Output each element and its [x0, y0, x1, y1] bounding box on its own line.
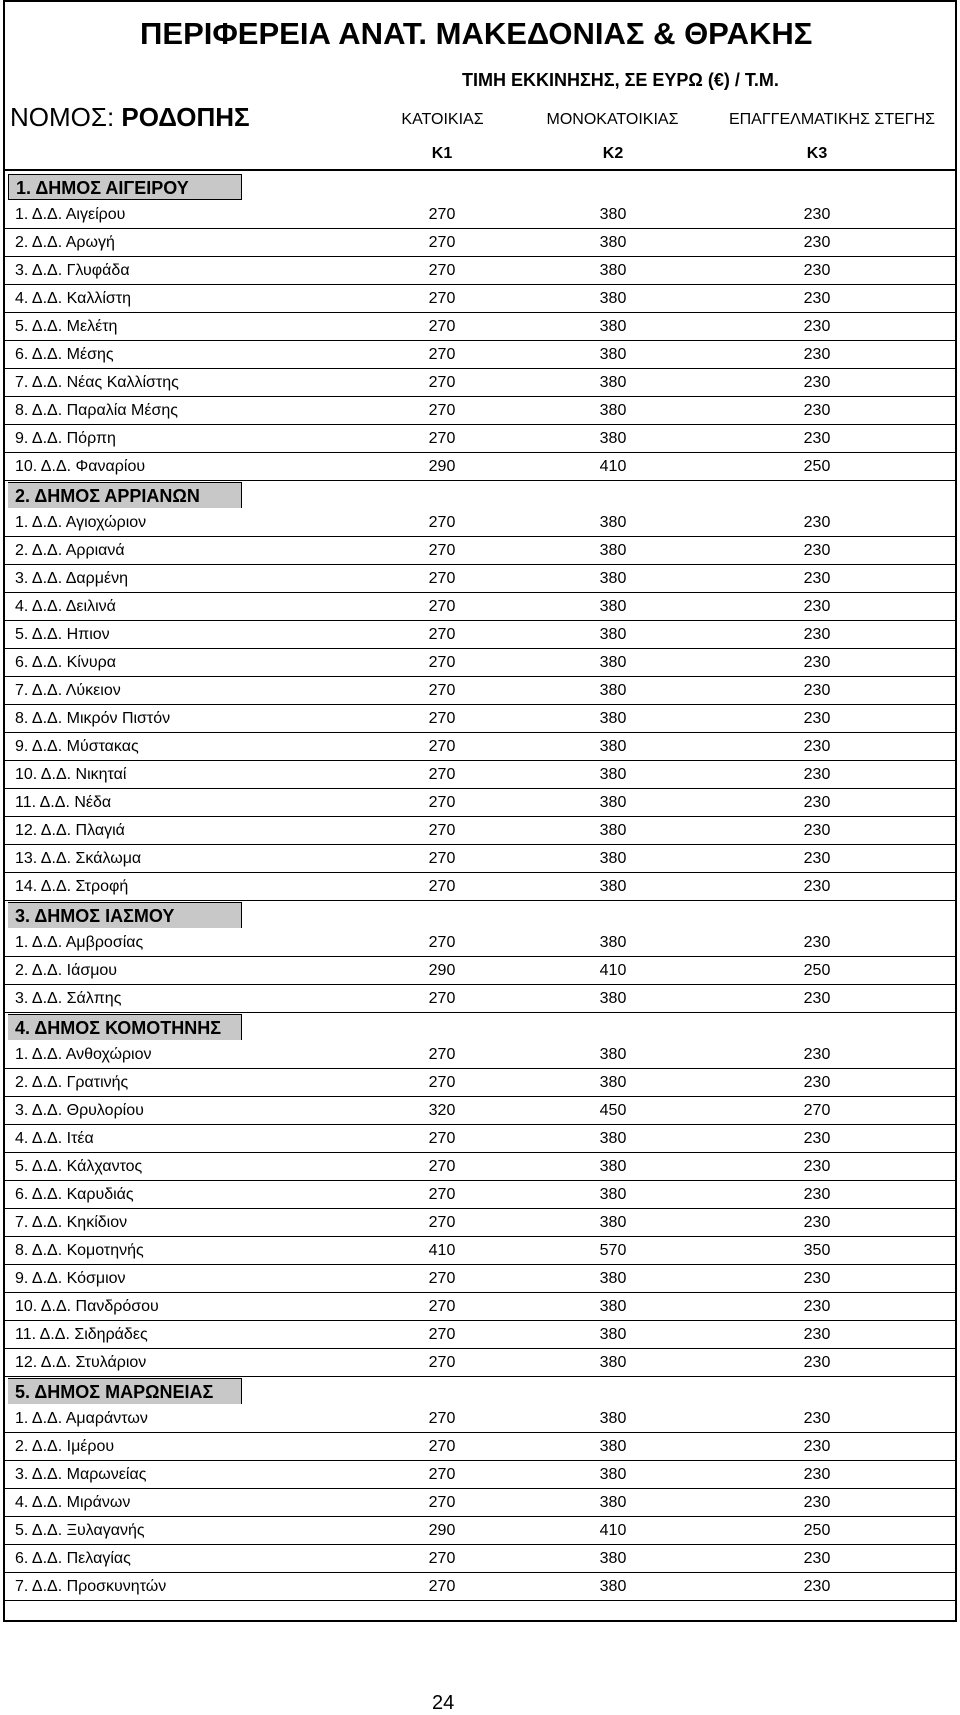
district-name: 7. Δ.Δ. Λύκειον	[15, 682, 121, 699]
price-k2: 380	[599, 654, 627, 671]
column-code-k2: Κ2	[602, 145, 624, 162]
price-k1: 270	[428, 1578, 456, 1595]
price-k3: 230	[803, 1046, 831, 1063]
table-row	[5, 649, 955, 677]
price-k3: 230	[803, 1410, 831, 1427]
table-row	[5, 705, 955, 733]
price-k3: 230	[803, 878, 831, 895]
table-row	[5, 677, 955, 705]
district-name: 1. Δ.Δ. Αιγείρου	[15, 206, 126, 223]
column-code-k3: Κ3	[806, 145, 828, 162]
price-table-title: ΤΙΜΗ ΕΚΚΙΝΗΣΗΣ, ΣΕ ΕΥΡΩ (€) / Τ.Μ.	[462, 70, 779, 90]
price-k3: 270	[803, 1102, 831, 1119]
district-name: 3. Δ.Δ. Δαρμένη	[15, 570, 129, 587]
district-name: 10. Δ.Δ. Φαναρίου	[15, 458, 146, 475]
municipality-title: 3. ΔΗΜΟΣ ΙΑΣΜΟΥ	[15, 906, 175, 926]
price-k3: 230	[803, 1298, 831, 1315]
price-k2: 380	[599, 1074, 627, 1091]
price-k1: 270	[428, 430, 456, 447]
price-k3: 230	[803, 262, 831, 279]
district-name: 1. Δ.Δ. Αμαράντων	[15, 1410, 148, 1427]
price-k2: 380	[599, 598, 627, 615]
price-k1: 270	[428, 654, 456, 671]
table-row	[5, 789, 955, 817]
municipality-title: 5. ΔΗΜΟΣ ΜΑΡΩΝΕΙΑΣ	[15, 1382, 214, 1402]
table-row	[5, 1573, 955, 1601]
table-row	[5, 957, 955, 985]
table-row	[5, 565, 955, 593]
price-k3: 230	[803, 1438, 831, 1455]
district-name: 11. Δ.Δ. Σιδηράδες	[15, 1326, 148, 1343]
table-row	[5, 873, 955, 901]
price-k3: 230	[803, 598, 831, 615]
table-row	[5, 1517, 955, 1545]
table-row	[5, 733, 955, 761]
price-k2: 410	[599, 1522, 627, 1539]
price-k2: 380	[599, 682, 627, 699]
region-title: ΠΕΡΙΦΕΡΕΙΑ ΑΝΑΤ. ΜΑΚΕΔΟΝΙΑΣ & ΘΡΑΚΗΣ	[140, 16, 813, 51]
price-k3: 230	[803, 1130, 831, 1147]
price-k1: 270	[428, 1466, 456, 1483]
price-k1: 270	[428, 1214, 456, 1231]
district-name: 2. Δ.Δ. Αρωγή	[15, 234, 115, 251]
table-row	[5, 1545, 955, 1573]
table-row	[5, 845, 955, 873]
district-name: 6. Δ.Δ. Πελαγίας	[15, 1550, 131, 1567]
district-name: 12. Δ.Δ. Στυλάριον	[15, 1354, 147, 1371]
price-k1: 270	[428, 794, 456, 811]
price-k1: 410	[428, 1242, 456, 1259]
price-k3: 230	[803, 850, 831, 867]
price-k3: 230	[803, 1578, 831, 1595]
price-k3: 230	[803, 1186, 831, 1203]
table-row	[5, 1461, 955, 1489]
table-row	[5, 817, 955, 845]
table-row	[5, 1349, 955, 1377]
price-k1: 270	[428, 878, 456, 895]
district-name: 2. Δ.Δ. Γρατινής	[15, 1074, 129, 1091]
municipality-title-box	[8, 174, 242, 200]
table-row	[5, 1125, 955, 1153]
price-k2: 380	[599, 1158, 627, 1175]
price-k1: 270	[428, 1130, 456, 1147]
price-k1: 270	[428, 374, 456, 391]
price-k2: 380	[599, 878, 627, 895]
price-k2: 380	[599, 1550, 627, 1567]
price-k3: 230	[803, 1158, 831, 1175]
column-category-k3: ΕΠΑΓΓΕΛΜΑΤΙΚΗΣ ΣΤΕΓΗΣ	[728, 111, 936, 128]
table-row	[5, 1069, 955, 1097]
price-k1: 270	[428, 1410, 456, 1427]
price-k1: 290	[428, 1522, 456, 1539]
price-k2: 410	[599, 458, 627, 475]
price-k3: 230	[803, 654, 831, 671]
price-k2: 380	[599, 766, 627, 783]
table-row	[5, 369, 955, 397]
district-name: 5. Δ.Δ. Ηπιον	[15, 626, 110, 643]
district-name: 6. Δ.Δ. Μέσης	[15, 346, 114, 363]
table-row	[5, 1237, 955, 1265]
price-k2: 380	[599, 1578, 627, 1595]
district-name: 5. Δ.Δ. Κάλχαντος	[15, 1158, 143, 1175]
price-k2: 380	[599, 234, 627, 251]
price-k1: 270	[428, 934, 456, 951]
table-row	[5, 1097, 955, 1125]
district-name: 4. Δ.Δ. Καλλίστη	[15, 290, 131, 307]
municipality-header	[5, 1013, 955, 1041]
price-k3: 230	[803, 1494, 831, 1511]
district-name: 9. Δ.Δ. Πόρπη	[15, 430, 116, 447]
municipality-title-box	[8, 1378, 242, 1404]
district-name: 2. Δ.Δ. Ιμέρου	[15, 1438, 115, 1455]
price-k1: 270	[428, 1354, 456, 1371]
district-name: 3. Δ.Δ. Γλυφάδα	[15, 262, 130, 279]
price-k3: 230	[803, 542, 831, 559]
district-name: 1. Δ.Δ. Ανθοχώριον	[15, 1046, 152, 1063]
district-name: 9. Δ.Δ. Κόσμιον	[15, 1270, 126, 1287]
price-k3: 230	[803, 570, 831, 587]
price-k1: 270	[428, 234, 456, 251]
price-k1: 270	[428, 570, 456, 587]
price-k3: 230	[803, 346, 831, 363]
table-row	[5, 1181, 955, 1209]
table-row	[5, 1209, 955, 1237]
table-row	[5, 341, 955, 369]
column-code-k1: Κ1	[431, 145, 453, 162]
price-k2: 450	[599, 1102, 627, 1119]
price-k2: 380	[599, 794, 627, 811]
header-separator	[5, 169, 955, 171]
district-name: 5. Δ.Δ. Ξυλαγανής	[15, 1522, 145, 1539]
price-k2: 380	[599, 1494, 627, 1511]
table-row	[5, 1293, 955, 1321]
table-row	[5, 621, 955, 649]
price-k2: 380	[599, 570, 627, 587]
column-category-k1: ΚΑΤΟΙΚΙΑΣ	[401, 111, 484, 128]
price-k3: 230	[803, 1466, 831, 1483]
municipality-title-box	[8, 1014, 242, 1040]
district-name: 8. Δ.Δ. Μικρόν Πιστόν	[15, 710, 171, 727]
page-number: 24	[432, 1692, 455, 1714]
price-k1: 270	[428, 318, 456, 335]
row-divider	[5, 1600, 955, 1601]
district-name: 3. Δ.Δ. Σάλπης	[15, 990, 122, 1007]
district-name: 7. Δ.Δ. Προσκυνητών	[15, 1578, 167, 1595]
price-k3: 250	[803, 962, 831, 979]
price-k1: 270	[428, 346, 456, 363]
price-k2: 380	[599, 822, 627, 839]
district-name: 1. Δ.Δ. Αμβροσίας	[15, 934, 144, 951]
price-k1: 270	[428, 1494, 456, 1511]
price-k1: 270	[428, 598, 456, 615]
price-k2: 380	[599, 514, 627, 531]
table-row	[5, 509, 955, 537]
district-name: 7. Δ.Δ. Νέας Καλλίστης	[15, 374, 179, 391]
table-row	[5, 985, 955, 1013]
price-k1: 290	[428, 962, 456, 979]
table-row	[5, 1405, 955, 1433]
price-k1: 270	[428, 542, 456, 559]
table-row	[5, 1153, 955, 1181]
district-name: 8. Δ.Δ. Κομοτηνής	[15, 1242, 144, 1259]
price-k2: 380	[599, 290, 627, 307]
municipality-title: 1. ΔΗΜΟΣ ΑΙΓΕΙΡΟΥ	[16, 178, 189, 198]
district-name: 4. Δ.Δ. Ιτέα	[15, 1130, 94, 1147]
table-row	[5, 761, 955, 789]
district-name: 10. Δ.Δ. Νικηταί	[15, 766, 127, 783]
price-k3: 230	[803, 682, 831, 699]
price-k2: 380	[599, 1410, 627, 1427]
district-name: 10. Δ.Δ. Πανδρόσου	[15, 1298, 159, 1315]
price-k1: 270	[428, 626, 456, 643]
price-k1: 270	[428, 738, 456, 755]
price-k1: 270	[428, 1158, 456, 1175]
price-k2: 380	[599, 1270, 627, 1287]
district-name: 1. Δ.Δ. Αγιοχώριον	[15, 514, 147, 531]
price-k3: 230	[803, 822, 831, 839]
price-k2: 380	[599, 1186, 627, 1203]
price-k3: 250	[803, 1522, 831, 1539]
price-rows	[5, 173, 955, 1601]
price-k3: 230	[803, 710, 831, 727]
table-row	[5, 453, 955, 481]
price-k1: 270	[428, 1074, 456, 1091]
district-name: 6. Δ.Δ. Κίνυρα	[15, 654, 116, 671]
price-k2: 380	[599, 1354, 627, 1371]
price-k2: 380	[599, 1298, 627, 1315]
district-name: 14. Δ.Δ. Στροφή	[15, 878, 129, 895]
price-k1: 270	[428, 1270, 456, 1287]
municipality-title-box	[8, 482, 242, 508]
price-k1: 270	[428, 1298, 456, 1315]
table-row	[5, 229, 955, 257]
price-k3: 350	[803, 1242, 831, 1259]
table-row	[5, 593, 955, 621]
municipality-header	[5, 901, 955, 929]
prefecture-name: ΡΟΔΟΠΗΣ	[121, 102, 250, 132]
table-row	[5, 313, 955, 341]
district-name: 3. Δ.Δ. Μαρωνείας	[15, 1466, 147, 1483]
price-k3: 230	[803, 206, 831, 223]
price-k1: 270	[428, 262, 456, 279]
price-k1: 270	[428, 1186, 456, 1203]
price-k3: 230	[803, 738, 831, 755]
table-row	[5, 425, 955, 453]
table-row	[5, 397, 955, 425]
price-k1: 290	[428, 458, 456, 475]
price-k3: 230	[803, 626, 831, 643]
price-k3: 230	[803, 430, 831, 447]
district-name: 9. Δ.Δ. Μύστακας	[15, 738, 139, 755]
district-name: 6. Δ.Δ. Καρυδιάς	[15, 1186, 134, 1203]
table-row	[5, 1265, 955, 1293]
price-k2: 380	[599, 738, 627, 755]
price-table-sheet	[3, 0, 957, 1622]
price-k1: 320	[428, 1102, 456, 1119]
price-k1: 270	[428, 1046, 456, 1063]
price-k2: 380	[599, 542, 627, 559]
price-k2: 380	[599, 1466, 627, 1483]
price-k1: 270	[428, 822, 456, 839]
price-k2: 570	[599, 1242, 627, 1259]
price-k2: 380	[599, 1326, 627, 1343]
price-k2: 380	[599, 934, 627, 951]
municipality-title: 2. ΔΗΜΟΣ ΑΡΡΙΑΝΩΝ	[15, 486, 200, 506]
price-k2: 380	[599, 346, 627, 363]
district-name: 8. Δ.Δ. Παραλία Μέσης	[15, 402, 178, 419]
price-k3: 230	[803, 234, 831, 251]
price-k1: 270	[428, 402, 456, 419]
column-category-k2: ΜΟΝΟΚΑΤΟΙΚΙΑΣ	[546, 111, 679, 128]
price-k2: 380	[599, 374, 627, 391]
price-k2: 380	[599, 710, 627, 727]
price-k3: 230	[803, 1550, 831, 1567]
prefecture-label	[10, 102, 250, 133]
district-name: 3. Δ.Δ. Θρυλορίου	[15, 1102, 144, 1119]
price-k1: 270	[428, 850, 456, 867]
prefecture-prefix: ΝΟΜΟΣ:	[10, 102, 122, 132]
table-row	[5, 929, 955, 957]
price-k3: 230	[803, 514, 831, 531]
price-k3: 250	[803, 458, 831, 475]
price-k2: 410	[599, 962, 627, 979]
price-k2: 380	[599, 1214, 627, 1231]
municipality-header	[5, 481, 955, 509]
price-k2: 380	[599, 990, 627, 1007]
table-row	[5, 285, 955, 313]
price-k1: 270	[428, 1550, 456, 1567]
price-k1: 270	[428, 1326, 456, 1343]
price-k3: 230	[803, 794, 831, 811]
district-name: 2. Δ.Δ. Αρριανά	[15, 542, 125, 559]
price-k1: 270	[428, 206, 456, 223]
table-row	[5, 257, 955, 285]
price-k3: 230	[803, 934, 831, 951]
district-name: 4. Δ.Δ. Μιράνων	[15, 1494, 131, 1511]
price-k3: 230	[803, 1326, 831, 1343]
municipality-header	[5, 1377, 955, 1405]
district-name: 2. Δ.Δ. Ιάσμου	[15, 962, 118, 979]
price-k1: 270	[428, 990, 456, 1007]
price-k2: 380	[599, 626, 627, 643]
price-k2: 380	[599, 318, 627, 335]
price-k2: 380	[599, 1046, 627, 1063]
municipality-header	[5, 173, 955, 201]
price-k2: 380	[599, 1438, 627, 1455]
price-k3: 230	[803, 1354, 831, 1371]
table-row	[5, 1489, 955, 1517]
price-k2: 380	[599, 850, 627, 867]
price-k2: 380	[599, 402, 627, 419]
price-k3: 230	[803, 1074, 831, 1091]
price-k2: 380	[599, 1130, 627, 1147]
price-k3: 230	[803, 374, 831, 391]
district-name: 4. Δ.Δ. Δειλινά	[15, 598, 116, 615]
price-k1: 270	[428, 710, 456, 727]
municipality-title: 4. ΔΗΜΟΣ ΚΟΜΟΤΗΝΗΣ	[15, 1018, 222, 1038]
district-name: 7. Δ.Δ. Κηκίδιον	[15, 1214, 128, 1231]
district-name: 13. Δ.Δ. Σκάλωμα	[15, 850, 142, 867]
price-k3: 230	[803, 290, 831, 307]
table-row	[5, 1041, 955, 1069]
price-k3: 230	[803, 766, 831, 783]
district-name: 11. Δ.Δ. Νέδα	[15, 794, 112, 811]
district-name: 5. Δ.Δ. Μελέτη	[15, 318, 118, 335]
price-k3: 230	[803, 990, 831, 1007]
price-k1: 270	[428, 514, 456, 531]
price-k2: 380	[599, 430, 627, 447]
table-row	[5, 1433, 955, 1461]
price-k3: 230	[803, 1270, 831, 1287]
table-row	[5, 201, 955, 229]
municipality-title-box	[8, 902, 242, 928]
price-k1: 270	[428, 290, 456, 307]
table-row	[5, 537, 955, 565]
price-k1: 270	[428, 682, 456, 699]
price-k1: 270	[428, 1438, 456, 1455]
price-k1: 270	[428, 766, 456, 783]
price-k3: 230	[803, 402, 831, 419]
table-row	[5, 1321, 955, 1349]
price-k2: 380	[599, 206, 627, 223]
price-k2: 380	[599, 262, 627, 279]
price-k3: 230	[803, 318, 831, 335]
price-k3: 230	[803, 1214, 831, 1231]
district-name: 12. Δ.Δ. Πλαγιά	[15, 822, 125, 839]
